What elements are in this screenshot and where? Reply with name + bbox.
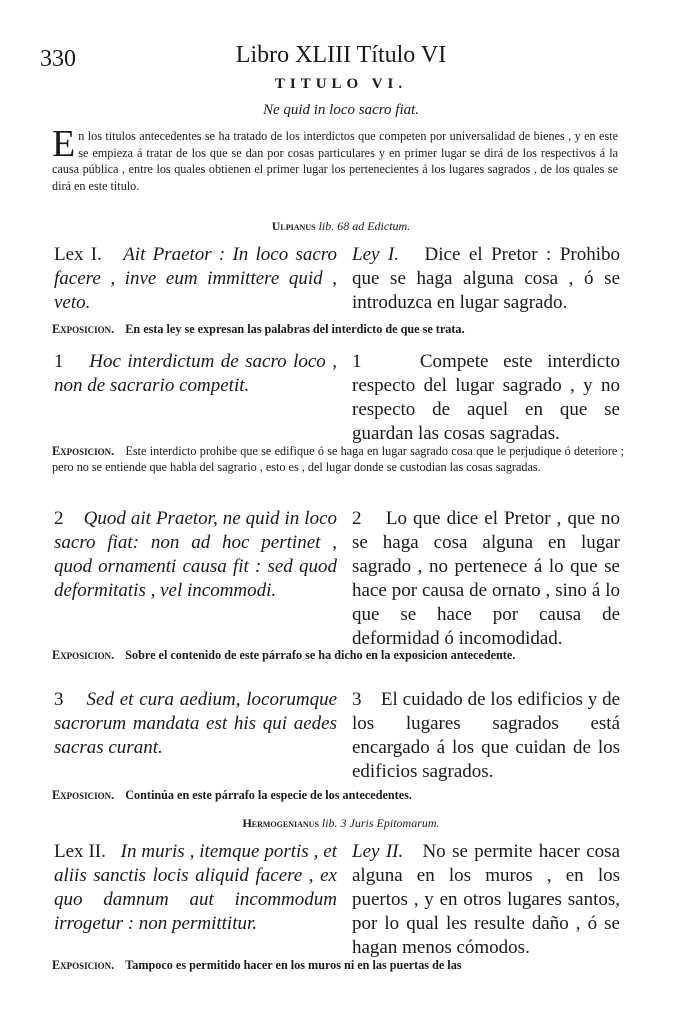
running-title: Libro XLIII Título VI xyxy=(235,42,447,68)
latin-body: Hoc interdictum de sacro loco , non de sacrario competit. xyxy=(54,351,337,396)
lex-number: Lex II. xyxy=(54,841,106,862)
latin-text-lex-2 xyxy=(54,840,337,936)
spanish-body: El cuidado de los edificios y de los lugares sagrados está encargado á los que cuidan de los edificios sagrados. xyxy=(352,689,620,782)
spanish-text-section-2 xyxy=(352,507,620,651)
section-number: 1 xyxy=(352,351,362,372)
exposicion-lex-2 xyxy=(52,958,624,974)
exposicion-text: Tampoco es permitido hacer en los muros ni en las puertas de las xyxy=(125,958,462,972)
work-reference: lib. 68 ad Edictum. xyxy=(318,219,411,233)
spanish-body: Compete este interdicto respecto del lugar sagrado , y no respecto de aquel en que se guardan las cosas sagradas. xyxy=(352,351,621,444)
titulo-heading: TITULO VI. xyxy=(274,76,408,92)
latin-text-section-1 xyxy=(54,350,337,398)
section-number: 3 xyxy=(352,689,362,710)
spanish-body: Lo que dice el Pretor , que no se haga cosa alguna en lugar sagrado , no pertenece á lo que se hace por causa de ornato , sino á lo que se hace por causa de deformidad ó incomodidad. xyxy=(352,508,620,649)
exposicion-label: Exposicion. xyxy=(52,648,115,662)
latin-text-lex-1 xyxy=(54,243,337,315)
section-number: 2 xyxy=(54,508,64,529)
exposicion-section-2 xyxy=(52,648,624,664)
section-number: 3 xyxy=(54,689,64,710)
source-attribution-1 xyxy=(0,219,682,234)
lex-number: Lex I. xyxy=(54,244,102,265)
work-reference: lib. 3 Juris Epitomarum. xyxy=(321,816,440,830)
exposicion-lex-1 xyxy=(52,322,624,338)
latin-body: Ait Praetor : In loco sacro facere , inve eum immittere quid , veto. xyxy=(54,244,337,313)
exposicion-label: Exposicion. xyxy=(52,788,115,802)
spanish-text-section-3 xyxy=(352,688,620,784)
latin-text-section-3 xyxy=(54,688,337,760)
section-number: 2 xyxy=(352,508,362,529)
source-attribution-2 xyxy=(0,816,682,831)
spanish-text-ley-1 xyxy=(352,243,620,315)
author-name: Ulpianus xyxy=(271,219,316,233)
latin-body: Sed et cura aedium, locorumque sacrorum mandata est his qui aedes sacras curant. xyxy=(54,689,338,758)
ley-number: Ley I. xyxy=(352,244,400,265)
latin-body: In muris , itemque portis , et aliis sanctis locis aliquid facere , ex quo damnum aut incommodum irrogetur : non permittitur. xyxy=(54,841,337,934)
section-number: 1 xyxy=(54,351,64,372)
spanish-text-section-1 xyxy=(352,350,620,446)
drop-cap: E xyxy=(52,123,76,165)
exposicion-text: Este interdicto prohibe que se edifique ó se haga en lugar sagrado cosa que le perjudique ó deteriore ; pero no se entiende que habla del sagrario , esto es , del lugar donde se custodian las cosas sagradas. xyxy=(52,444,624,474)
exposicion-text: En esta ley se expresan las palabras del interdicto de que se trata. xyxy=(125,322,465,336)
intro-text: n los titulos antecedentes se ha tratado de los interdictos que competen por universalidad de bienes , y en este se empieza á tratar de los que se dan por cosas particulares y en primer lugar se dirá de los respectivos á la causa pública , entre los quales obtienen el primer lugar los pertenecientes á los lugares sagrados , de los quales se dirá en este titulo. xyxy=(52,129,618,193)
author-name: Hermogenianus xyxy=(242,816,319,830)
spanish-body: Dice el Pretor : Prohibo que se haga alguna cosa , ó se introduzca en lugar sagrado. xyxy=(352,244,621,313)
exposicion-text: Sobre el contenido de este párrafo se ha dicho en la exposicion antecedente. xyxy=(125,648,516,662)
ley-number: Ley II. xyxy=(352,841,404,862)
exposicion-label: Exposicion. xyxy=(52,444,115,458)
exposicion-label: Exposicion. xyxy=(52,958,115,972)
spanish-body: No se permite hacer cosa alguna en los muros , en los puertos , y en otros lugares santos, por lo qual les resulte daño , ó se hagan menos cómodos. xyxy=(352,841,621,958)
exposicion-label: Exposicion. xyxy=(52,322,115,336)
spanish-text-ley-2 xyxy=(352,840,620,960)
exposicion-section-3 xyxy=(52,788,624,804)
exposicion-section-1 xyxy=(52,444,624,475)
page-number: 330 xyxy=(40,46,76,72)
latin-body: Quod ait Praetor, ne quid in loco sacro fiat: non ad hoc pertinet , quod ornamenti causa fit : sed quod deformitatis , vel incommodi. xyxy=(54,508,338,601)
title-rubric: Ne quid in loco sacro fiat. xyxy=(262,102,420,118)
intro-paragraph xyxy=(52,123,618,194)
exposicion-text: Continúa en este párrafo la especie de los antecedentes. xyxy=(125,788,412,802)
latin-text-section-2 xyxy=(54,507,337,603)
